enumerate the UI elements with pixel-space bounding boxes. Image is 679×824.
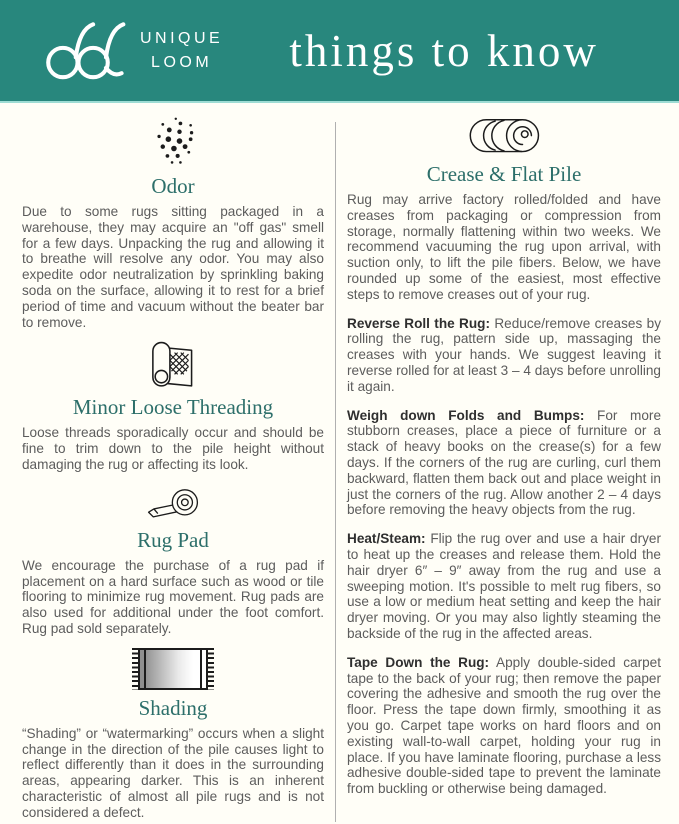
- right-column: [347, 116, 661, 822]
- section-crease-flat-pile: [347, 116, 661, 797]
- tip-reverse-roll-text: Reduce/remove creases by rolling the rug, pattern side up, massaging the creases with your hands. We suggest leaving it reverse rolled for at least 3 – 4 days before unrolling it again.: [347, 315, 661, 394]
- rolled-rug-spiral-icon: [465, 116, 543, 156]
- left-column: [22, 116, 324, 822]
- unrolling-rug-threads-icon: [144, 341, 202, 389]
- rug-pad-roll-icon: [144, 484, 202, 522]
- brand-name-line2: LOOM: [151, 53, 213, 71]
- tip-reverse-roll-label: Reverse Roll the Rug:: [347, 315, 490, 331]
- tip-heat-steam-label: Heat/Steam:: [347, 531, 426, 547]
- brand-name-line1: UNIQUE: [140, 30, 224, 48]
- tip-reverse-roll: [347, 316, 661, 395]
- tip-weigh-down: [347, 408, 661, 519]
- unique-loom-logo-icon: [40, 19, 132, 83]
- tip-weigh-down-text: For more stubborn creases, place a piece of furniture or a stack of heavy books on the crease(s) for a few days. If the corners of the rug are curling, curl them backward, flatten them back out and place weight in just the corners of the rug. Allow another 2 – 4 days before removing the heavy objects from the rug.: [347, 407, 662, 518]
- tip-heat-steam: [347, 531, 661, 642]
- header-banner: [0, 0, 679, 103]
- brand-name: [140, 27, 223, 73]
- section-title-crease-flat-pile: Crease & Flat Pile: [426, 162, 582, 186]
- section-body-rug-pad: We encourage the purchase of a rug pad if placement on a hard surface such as wood or tile flooring to minimize rug movement. Rug pads are also used for additional under the foot comfort. Rug pad sold separately.: [22, 557, 324, 636]
- section-title-rug-pad: Rug Pad: [137, 527, 209, 552]
- section-title-loose-threading: Minor Loose Threading: [72, 395, 274, 420]
- section-title-shading: Shading: [138, 695, 208, 720]
- brand-logo: [40, 19, 223, 83]
- page-title: things to know: [289, 25, 599, 76]
- section-rug-pad: [22, 484, 324, 637]
- shaded-rug-icon: [132, 648, 214, 690]
- section-body-crease-flat-pile: Rug may arrive factory rolled/folded and have creases from packaging or compression from storage, normally flattening within two weeks. We recommend vacuuming the rug upon arrival, with suction only, to lift the pile fibers. Below, we have rounded up some of the easiest, most effective steps to remove creases out of your rug.: [347, 192, 661, 302]
- section-shading: [22, 648, 324, 821]
- column-divider: [335, 122, 336, 822]
- tip-heat-steam-text: Flip the rug over and use a hair dryer to heat up the creases and release them. Hold the hair dryer 6″ – 9″ away from the rug and use a sweeping motion. It's possible to melt rug fibers, so use a low or medium heat setting and keep the hair dryer moving. Or you may also lightly steaming the backside of the rug in the affected areas.: [347, 531, 661, 641]
- section-title-odor: Odor: [151, 174, 195, 198]
- content-area: [0, 103, 679, 822]
- tip-tape-down-label: Tape Down the Rug:: [347, 654, 490, 670]
- tip-tape-down: [347, 655, 661, 797]
- section-body-loose-threading: Loose threads sporadically occur and should be fine to trim down to the pile height without damaging the rug or affecting its look.: [22, 425, 324, 472]
- tip-weigh-down-label: Weigh down Folds and Bumps:: [347, 407, 585, 423]
- section-body-shading: “Shading” or “watermarking” occurs when a slight change in the direction of the pile causes light to reflect differently than it does in the surrounding areas, appearing darker. This is an inherent characteristic of almost all pile rugs and is not considered a defect.: [22, 725, 324, 820]
- section-odor: [22, 116, 324, 330]
- odor-dots-icon: [148, 116, 198, 168]
- section-body-odor: Due to some rugs sitting packaged in a warehouse, they may acquire an "off gas" smell for a few days. Unpacking the rug and allowing it to breathe will resolve any odor. You may also expedite odor neutralization by sprinkling baking soda on the surface, allowing it to rest for a brief period of time and vacuum without the beater bar to remove.: [22, 204, 324, 330]
- section-loose-threading: [22, 341, 324, 472]
- tip-tape-down-text: Apply double-sided carpet tape to the back of your rug; then remove the paper covering the adhesive and smooth the rug over the floor. Press the tape down firmly, smoothing it as you go. Carpet tape works on hard floors and on existing wall-to-wall carpet, holding your rug in place. If you have laminate flooring, purchase a less adhesive double-sided tape to prevent the laminate from buckling or otherwise being damaged.: [347, 654, 662, 797]
